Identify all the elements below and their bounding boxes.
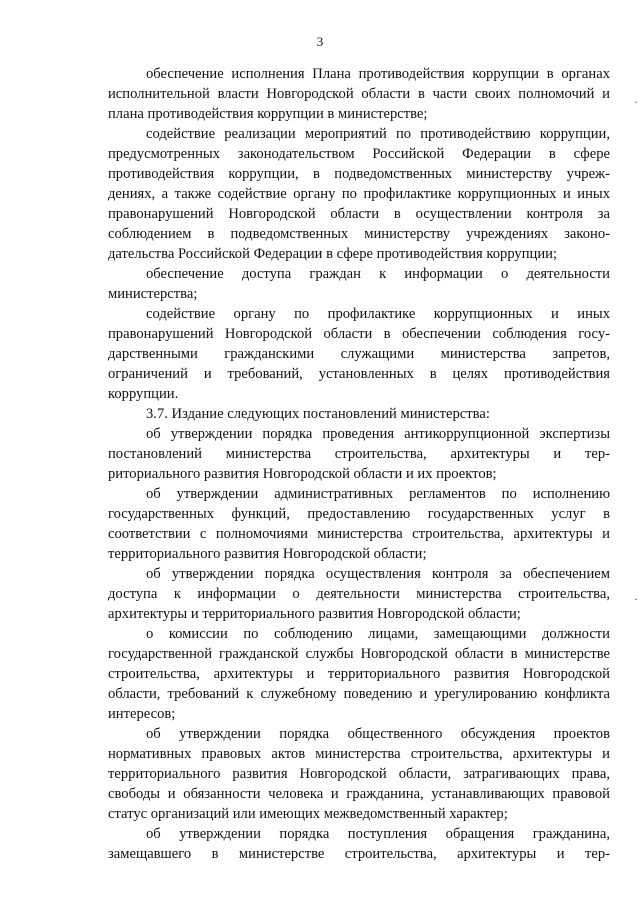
text-line: обеспечение исполнения Плана противодействия коррупции в органах	[146, 66, 610, 82]
text-line: министерства;	[108, 286, 198, 302]
section-heading: 3.7. Издание следующих постановлений министерства:	[146, 406, 490, 422]
text-line: статус организаций или имеющих межведомственный характер;	[108, 806, 508, 822]
text-line: государственных функций, предоставлению государственных услуг в	[108, 506, 610, 522]
text-line: нормативных правовых актов министерства строительства, архитектуры и	[108, 746, 610, 762]
text-line: об утверждении порядка поступления обращения гражданина,	[146, 826, 610, 842]
text-line: коррупции.	[108, 386, 179, 402]
text-line: замещавшего в министерстве строительства, архитектуры и тер-	[108, 846, 610, 862]
text-line: доступа к информации о деятельности министерства строительства,	[108, 586, 610, 602]
text-line: об утверждении порядка осуществления контроля за обеспечением	[146, 566, 610, 582]
text-line: плана противодействия коррупции в министерстве;	[108, 106, 428, 122]
text-line: об утверждении порядка общественного обсуждения проектов	[146, 726, 610, 742]
text-line: исполнительной власти Новгородской области в части своих полномочий и	[108, 86, 610, 102]
text-line: обеспечение доступа граждан к информации о деятельности	[146, 266, 610, 282]
text-line: об утверждении порядка проведения антикоррупционной экспертизы	[146, 426, 610, 442]
text-line: ограничений и требований, установленных в целях противодействия	[108, 366, 610, 382]
text-line: постановлений министерства строительства, архитектуры и тер-	[108, 446, 610, 462]
text-line: дарственными гражданскими служащими министерства запретов,	[108, 346, 610, 362]
text-line: правонарушений Новгородской области в обеспечении соблюдения госу-	[108, 326, 610, 342]
page-number: 3	[316, 34, 324, 49]
text-line: государственной гражданской службы Новгородской области в министерстве	[108, 646, 610, 662]
text-line: противодействия коррупции, в подведомственных министерству учреж-	[108, 166, 610, 182]
text-line: предусмотренных законодательством Российской Федерации в сфере	[108, 146, 610, 162]
text-line: дениях, а также содействие органу по профилактике коррупционных и иных	[108, 186, 610, 202]
text-line: риториального развития Новгородской области и их проектов;	[108, 466, 497, 482]
scan-mark: ·	[634, 592, 638, 606]
scan-mark: ·	[634, 95, 638, 109]
text-line: свободы и обязанности человека и гражданина, устанавливающих правовой	[108, 786, 610, 802]
text-line: территориального развития Новгородской области;	[108, 546, 427, 562]
text-line: строительства, архитектуры и территориального развития Новгородской	[108, 666, 610, 682]
text-line: дательства Российской Федерации в сфере противодействия коррупции;	[108, 246, 558, 262]
text-line: содействие органу по профилактике коррупционных и иных	[146, 306, 610, 322]
text-line: об утверждении административных регламентов по исполнению	[146, 486, 610, 502]
text-line: интересов;	[108, 706, 176, 722]
text-line: о комиссии по соблюдению лицами, замещающими должности	[146, 626, 610, 642]
text-line: соответствии с полномочиями министерства строительства, архитектуры и	[108, 526, 610, 542]
text-line: правонарушений Новгородской области в осуществлении контроля за	[108, 206, 610, 222]
text-line: архитектуры и территориального развития Новгородской области;	[108, 606, 521, 622]
text-line: содействие реализации мероприятий по противодействию коррупции,	[146, 126, 610, 142]
text-line: соблюдением в подведомственных министерству учреждениях законо-	[108, 226, 610, 242]
text-line: территориального развития Новгородской области, затрагивающих права,	[108, 766, 610, 782]
text-line: области, требований к служебному поведению и урегулированию конфликта	[108, 686, 610, 702]
